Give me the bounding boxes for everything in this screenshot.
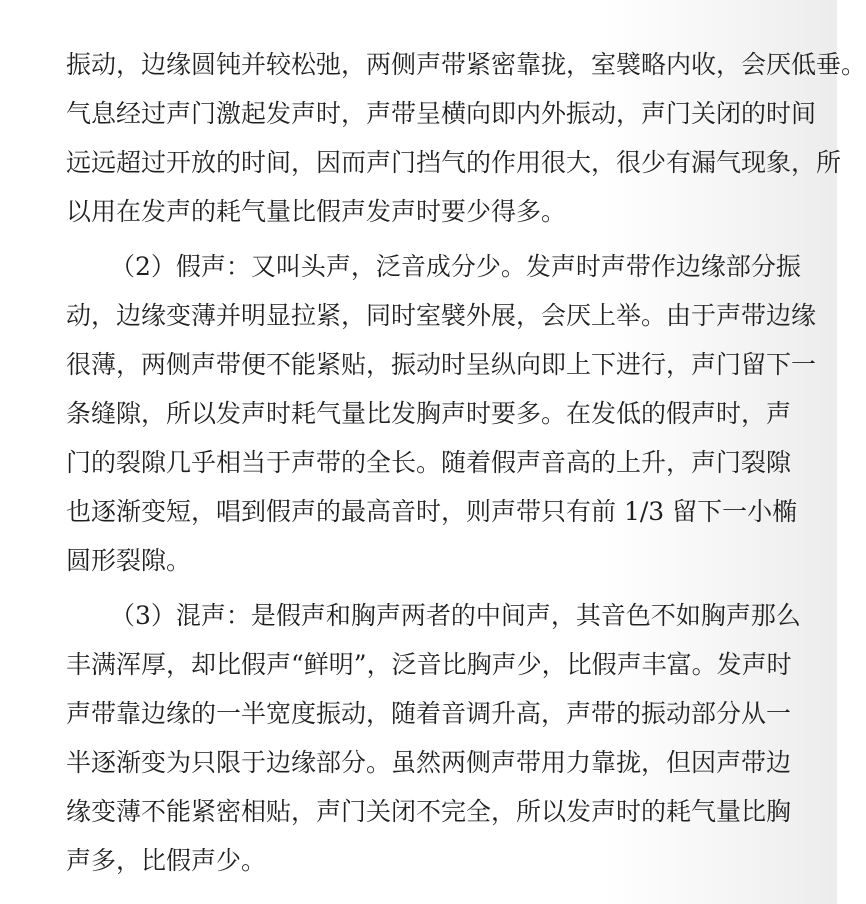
text-line: 丰满浑厚，却比假声“鲜明”，泛音比胸声少，比假声丰富。发声时	[66, 650, 792, 679]
text-line: 门的裂隙几乎相当于声带的全长。随着假声音高的上升，声门裂隙	[66, 448, 792, 477]
text-line: （3）混声：是假声和胸声两者的中间声，其音色不如胸声那么	[110, 601, 801, 630]
paragraph-falsetto	[66, 242, 817, 585]
text-line: 声多，比假声少。	[66, 846, 267, 875]
text-line: 声带靠边缘的一半宽度振动，随着音调升高，声带的振动部分从一	[66, 699, 792, 728]
paragraph-chest-voice	[66, 40, 866, 236]
text-line: 远远超过开放的时间，因而声门挡气的作用很大，很少有漏气现象，所	[66, 148, 842, 177]
text-line: 气息经过声门激起发声时，声带呈横向即内外振动，声门关闭的时间	[66, 99, 817, 128]
text-line: 也逐渐变短，唱到假声的最高音时，则声带只有前 1/3 留下一小椭	[66, 497, 798, 526]
text-line: 缘变薄不能紧密相贴，声门关闭不完全，所以发声时的耗气量比胸	[66, 797, 792, 826]
text-line: （2）假声：又叫头声，泛音成分少。发声时声带作边缘部分振	[110, 252, 801, 281]
paragraph-mixed-voice	[66, 591, 801, 885]
text-line: 动，边缘变薄并明显拉紧，同时室襞外展，会厌上举。由于声带边缘	[66, 301, 817, 330]
text-line: 振动，边缘圆钝并较松弛，两侧声带紧密靠拢，室襞略内收，会厌低垂。	[66, 50, 866, 79]
text-line: 条缝隙，所以发声时耗气量比发胸声时要多。在发低的假声时，声	[66, 399, 792, 428]
text-line: 圆形裂隙。	[66, 546, 192, 575]
text-line: 半逐渐变为只限于边缘部分。虽然两侧声带用力靠拢，但因声带边	[66, 748, 792, 777]
text-line: 以用在发声的耗气量比假声发声时要少得多。	[66, 197, 567, 226]
text-line: 很薄，两侧声带便不能紧贴，振动时呈纵向即上下进行，声门留下一	[66, 350, 817, 379]
